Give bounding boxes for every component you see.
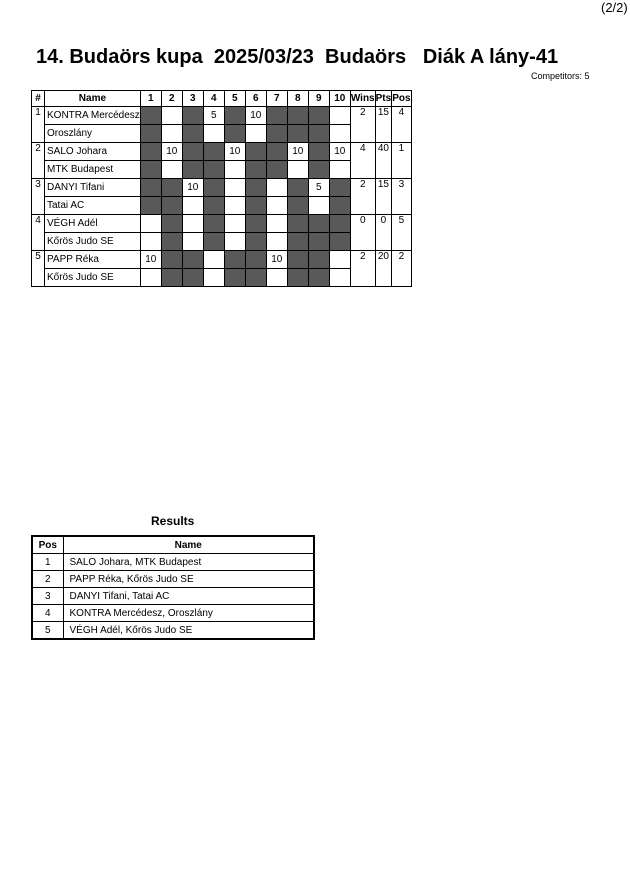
score-cell xyxy=(182,107,203,125)
score-cell-lower xyxy=(287,233,308,251)
score-cell-lower xyxy=(329,269,350,287)
score-cell xyxy=(182,143,203,161)
page-title: 14. Budaörs kupa 2025/03/23 Budaörs Diák A lány-41 xyxy=(36,46,559,68)
score-cell xyxy=(287,179,308,197)
pool-wins: 2 xyxy=(350,107,375,143)
score-cell xyxy=(266,179,287,197)
score-cell-lower xyxy=(140,125,161,143)
score-cell-lower xyxy=(308,269,329,287)
results-pos: 5 xyxy=(32,622,63,640)
score-cell-lower xyxy=(161,161,182,179)
competitor-name: SALO Johara xyxy=(45,143,141,161)
results-row xyxy=(32,554,314,571)
score-cell-lower xyxy=(161,269,182,287)
score-cell: 10 xyxy=(266,251,287,269)
score-cell: 10 xyxy=(140,251,161,269)
score-cell-lower xyxy=(266,161,287,179)
score-cell xyxy=(245,179,266,197)
results-header-row xyxy=(32,536,314,554)
col-header: 9 xyxy=(308,91,329,107)
score-cell-lower xyxy=(245,233,266,251)
competitors-count: Competitors: 5 xyxy=(531,71,590,81)
results-pos: 3 xyxy=(32,588,63,605)
results-row xyxy=(32,571,314,588)
score-cell xyxy=(287,215,308,233)
col-header: 4 xyxy=(203,91,224,107)
pool-row xyxy=(32,179,412,197)
pool-wins: 0 xyxy=(350,215,375,251)
pool-row-index: 5 xyxy=(32,251,45,287)
score-cell-lower xyxy=(203,125,224,143)
col-header: 10 xyxy=(329,91,350,107)
score-cell-lower xyxy=(287,125,308,143)
score-cell-lower xyxy=(203,233,224,251)
score-cell xyxy=(266,215,287,233)
score-cell xyxy=(203,251,224,269)
score-cell-lower xyxy=(224,161,245,179)
results-name: VÉGH Adél, Kőrös Judo SE xyxy=(63,622,314,640)
pool-wins: 2 xyxy=(350,251,375,287)
score-cell-lower xyxy=(266,233,287,251)
results-pos: 1 xyxy=(32,554,63,571)
score-cell-lower xyxy=(182,197,203,215)
score-cell xyxy=(329,179,350,197)
score-cell-lower xyxy=(224,197,245,215)
pool-row-index: 3 xyxy=(32,179,45,215)
score-cell-lower xyxy=(140,269,161,287)
competitor-club: Kőrös Judo SE xyxy=(45,269,141,287)
score-cell xyxy=(329,107,350,125)
score-cell xyxy=(308,107,329,125)
score-cell-lower xyxy=(224,233,245,251)
score-cell xyxy=(245,215,266,233)
pool-wins: 4 xyxy=(350,143,375,179)
score-cell xyxy=(140,179,161,197)
score-cell xyxy=(140,143,161,161)
pool-pts: 15 xyxy=(375,107,392,143)
score-cell: 10 xyxy=(245,107,266,125)
pool-pos: 5 xyxy=(392,215,411,251)
score-cell xyxy=(161,107,182,125)
competitor-club: Kőrös Judo SE xyxy=(45,233,141,251)
results-pos-header: Pos xyxy=(32,536,63,554)
results-row xyxy=(32,622,314,640)
col-header: 8 xyxy=(287,91,308,107)
col-header: Wins xyxy=(350,91,375,107)
score-cell-lower xyxy=(308,233,329,251)
col-header: 6 xyxy=(245,91,266,107)
score-cell-lower xyxy=(245,269,266,287)
pool-pos: 2 xyxy=(392,251,411,287)
score-cell-lower xyxy=(161,125,182,143)
score-cell xyxy=(161,215,182,233)
score-cell: 10 xyxy=(161,143,182,161)
pool-pos: 3 xyxy=(392,179,411,215)
score-cell xyxy=(161,251,182,269)
col-header: # xyxy=(32,91,45,107)
score-cell-lower xyxy=(245,125,266,143)
results-name: SALO Johara, MTK Budapest xyxy=(63,554,314,571)
score-cell xyxy=(140,215,161,233)
results-pos: 2 xyxy=(32,571,63,588)
competitor-club: Tatai AC xyxy=(45,197,141,215)
score-cell xyxy=(224,107,245,125)
score-cell-lower xyxy=(329,197,350,215)
score-cell-lower xyxy=(287,197,308,215)
score-cell: 5 xyxy=(203,107,224,125)
score-cell-lower xyxy=(245,197,266,215)
col-header: 7 xyxy=(266,91,287,107)
score-cell xyxy=(161,179,182,197)
score-cell xyxy=(245,251,266,269)
score-cell-lower xyxy=(182,125,203,143)
pool-row xyxy=(32,215,412,233)
score-cell xyxy=(266,107,287,125)
score-cell-lower xyxy=(203,161,224,179)
score-cell xyxy=(329,251,350,269)
score-cell-lower xyxy=(140,233,161,251)
results-name: PAPP Réka, Kőrös Judo SE xyxy=(63,571,314,588)
score-cell-lower xyxy=(308,161,329,179)
score-cell-lower xyxy=(140,197,161,215)
score-cell-lower xyxy=(308,125,329,143)
competitor-name: KONTRA Mercédesz xyxy=(45,107,141,125)
results-row xyxy=(32,605,314,622)
score-cell-lower xyxy=(140,161,161,179)
page-number: (2/2) xyxy=(601,0,628,15)
pool-row-index: 1 xyxy=(32,107,45,143)
score-cell xyxy=(182,251,203,269)
score-cell-lower xyxy=(287,161,308,179)
score-cell xyxy=(224,179,245,197)
score-cell xyxy=(266,143,287,161)
score-cell xyxy=(308,251,329,269)
score-cell: 10 xyxy=(224,143,245,161)
score-cell xyxy=(287,107,308,125)
score-cell xyxy=(224,251,245,269)
score-cell-lower xyxy=(266,197,287,215)
score-cell-lower xyxy=(182,161,203,179)
score-cell xyxy=(182,215,203,233)
results-row xyxy=(32,588,314,605)
results-name: KONTRA Mercédesz, Oroszlány xyxy=(63,605,314,622)
competitor-club: Oroszlány xyxy=(45,125,141,143)
score-cell: 10 xyxy=(329,143,350,161)
score-cell xyxy=(140,107,161,125)
pool-pts: 20 xyxy=(375,251,392,287)
pool-row-index: 2 xyxy=(32,143,45,179)
score-cell-lower xyxy=(329,161,350,179)
col-header: Name xyxy=(45,91,141,107)
score-cell-lower xyxy=(266,269,287,287)
results-title: Results xyxy=(151,514,195,528)
score-cell-lower xyxy=(245,161,266,179)
score-cell xyxy=(287,251,308,269)
col-header: Pts xyxy=(375,91,392,107)
pool-table xyxy=(31,90,412,287)
pool-pos: 4 xyxy=(392,107,411,143)
pool-pts: 15 xyxy=(375,179,392,215)
competitor-club: MTK Budapest xyxy=(45,161,141,179)
score-cell xyxy=(224,215,245,233)
score-cell-lower xyxy=(182,269,203,287)
score-cell: 5 xyxy=(308,179,329,197)
score-cell-lower xyxy=(224,269,245,287)
competitor-name: VÉGH Adél xyxy=(45,215,141,233)
pool-row xyxy=(32,107,412,125)
pool-wins: 2 xyxy=(350,179,375,215)
score-cell: 10 xyxy=(287,143,308,161)
results-pos: 4 xyxy=(32,605,63,622)
score-cell-lower xyxy=(161,233,182,251)
score-cell-lower xyxy=(329,125,350,143)
results-name: DANYI Tifani, Tatai AC xyxy=(63,588,314,605)
pool-pts: 40 xyxy=(375,143,392,179)
col-header: 3 xyxy=(182,91,203,107)
pool-pos: 1 xyxy=(392,143,411,179)
col-header: 1 xyxy=(140,91,161,107)
score-cell xyxy=(203,179,224,197)
col-header: 5 xyxy=(224,91,245,107)
score-cell-lower xyxy=(224,125,245,143)
competitor-name: DANYI Tifani xyxy=(45,179,141,197)
score-cell-lower xyxy=(182,233,203,251)
score-cell xyxy=(308,143,329,161)
score-cell: 10 xyxy=(182,179,203,197)
score-cell-lower xyxy=(308,197,329,215)
results-table xyxy=(31,535,315,640)
pool-row-index: 4 xyxy=(32,215,45,251)
competitor-name: PAPP Réka xyxy=(45,251,141,269)
score-cell-lower xyxy=(203,269,224,287)
score-cell xyxy=(329,215,350,233)
score-cell-lower xyxy=(329,233,350,251)
col-header: 2 xyxy=(161,91,182,107)
col-header: Pos xyxy=(392,91,411,107)
score-cell xyxy=(203,143,224,161)
score-cell xyxy=(308,215,329,233)
pool-pts: 0 xyxy=(375,215,392,251)
pool-row xyxy=(32,251,412,269)
score-cell xyxy=(245,143,266,161)
score-cell-lower xyxy=(161,197,182,215)
results-name-header: Name xyxy=(63,536,314,554)
score-cell xyxy=(203,215,224,233)
score-cell-lower xyxy=(203,197,224,215)
score-cell-lower xyxy=(266,125,287,143)
pool-header-row xyxy=(32,91,412,107)
pool-row xyxy=(32,143,412,161)
score-cell-lower xyxy=(287,269,308,287)
